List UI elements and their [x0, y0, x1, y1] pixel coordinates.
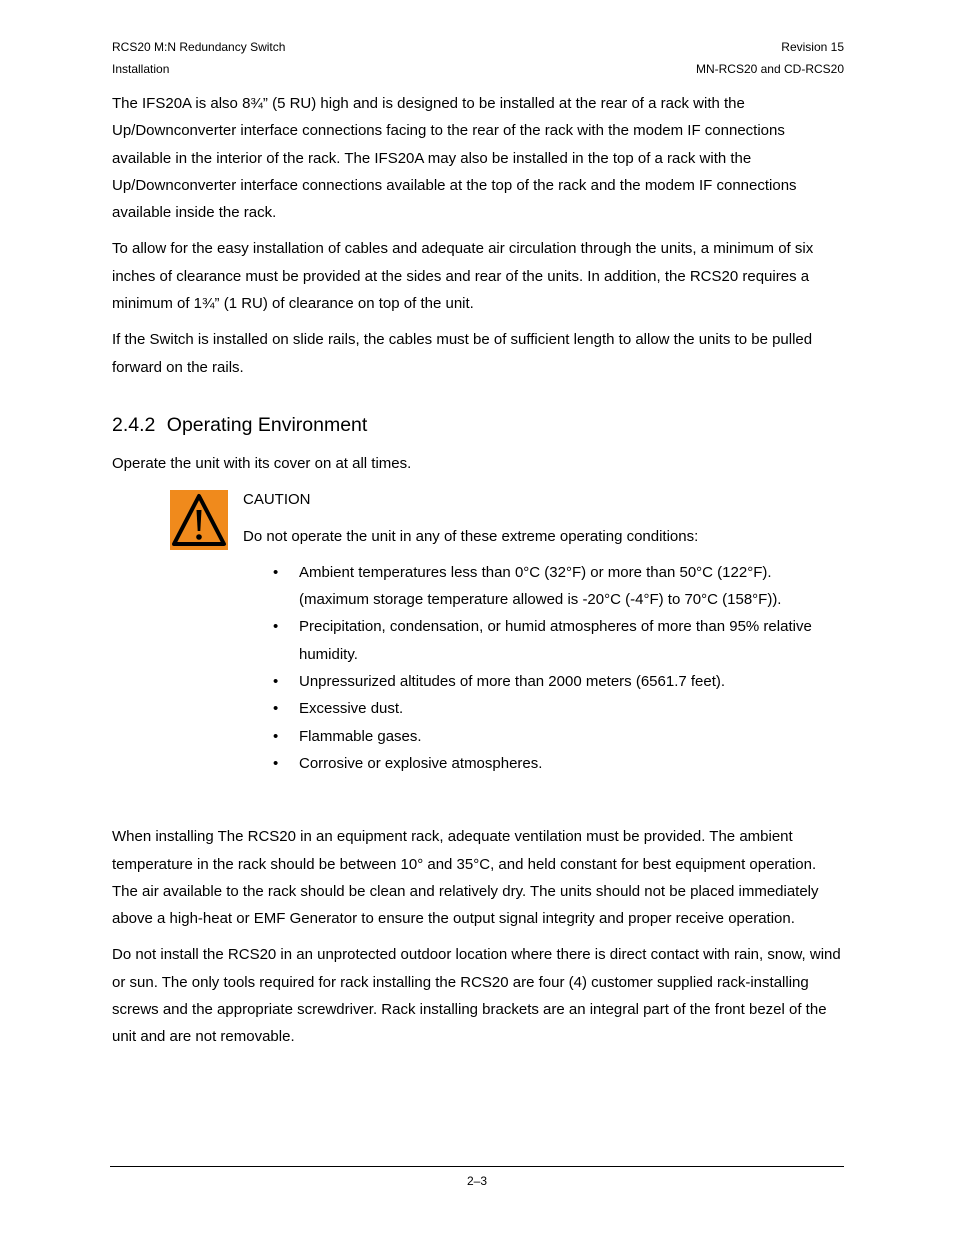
paragraph-clearance: To allow for the easy installation of cables and adequate air circulation through the units, a minimum of six inches of clearance must be provided at the sides and rear of the units. In addition, the RCS20 requires a minimum of 1¾” (1 RU) of clearance on top of the unit.	[112, 240, 814, 313]
section-title: Operating Environment	[166, 413, 368, 436]
paragraph-cover-on: Operate the unit with its cover on at all times.	[112, 454, 412, 472]
page-header-left	[112, 36, 285, 80]
list-item: • Corrosive or explosive atmospheres.	[299, 750, 844, 777]
list-item: • Ambient temperatures less than 0°C (32°F) or more than 50°C (122°F). (maximum storage temperature allowed is -20°C (-4°F) to 70°C (158°F)).	[299, 559, 844, 614]
header-document-title: RCS20 M:N Redundancy Switch	[112, 40, 286, 54]
section-number: 2.4.2	[112, 413, 156, 436]
paragraph-outdoor-installation: Do not install the RCS20 in an unprotected outdoor location where there is direct contact with rain, snow, wind or sun. The only tools required for rack installing the RCS20 are four (4) customer supplied rack-installing screws and the appropriate screwdriver. Rack installing brackets are an integral part of the front bezel of the unit and are not removable.	[112, 946, 841, 1046]
section-heading	[112, 412, 844, 438]
caution-block	[112, 486, 844, 777]
caution-intro: Do not operate the unit in any of these extreme operating conditions:	[243, 527, 699, 545]
page-body	[112, 90, 844, 1060]
footer-divider	[110, 1166, 844, 1167]
caution-content	[243, 486, 844, 777]
spacer	[112, 777, 844, 823]
header-chapter: Installation	[112, 62, 170, 76]
paragraph-rack-ventilation: When installing The RCS20 in an equipment rack, adequate ventilation must be provided. The ambient temperature in the rack should be between 10° and 35°C, and held constant for best equipment operation. The air available to the rack should be clean and relatively dry. The units should not be placed immediately above a high-heat or EMF Generator to ensure the output signal integrity and proper receive operation.	[112, 828, 819, 928]
list-item: • Precipitation, condensation, or humid atmospheres of more than 95% relative humidity.	[299, 613, 844, 668]
operating-conditions-list	[243, 559, 844, 777]
list-item: • Unpressurized altitudes of more than 2000 meters (6561.7 feet).	[299, 668, 844, 695]
header-revision: Revision 15	[781, 40, 844, 54]
page-number: 2–3	[466, 1174, 488, 1188]
page-header-right	[696, 36, 844, 80]
paragraph-ifs20a-mounting: The IFS20A is also 8¾” (5 RU) high and is designed to be installed at the rear of a rack with the Up/Downconverter interface connections facing to the rear of the rack with the modem IF connections available in the interior of the rack. The IFS20A may also be installed in the top of a rack with the Up/Downconverter interface connections available at the top of the rack and the modem IF connections available inside the rack.	[112, 95, 797, 222]
paragraph-slide-rails: If the Switch is installed on slide rails, the cables must be of sufficient length to allow the units to be pulled forward on the rails.	[112, 331, 813, 376]
list-item: • Flammable gases.	[299, 723, 844, 750]
list-item: • Excessive dust.	[299, 695, 844, 722]
caution-title: CAUTION	[243, 491, 311, 509]
header-document-number: MN-RCS20 and CD-RCS20	[695, 62, 844, 76]
warning-triangle-icon	[170, 490, 228, 550]
